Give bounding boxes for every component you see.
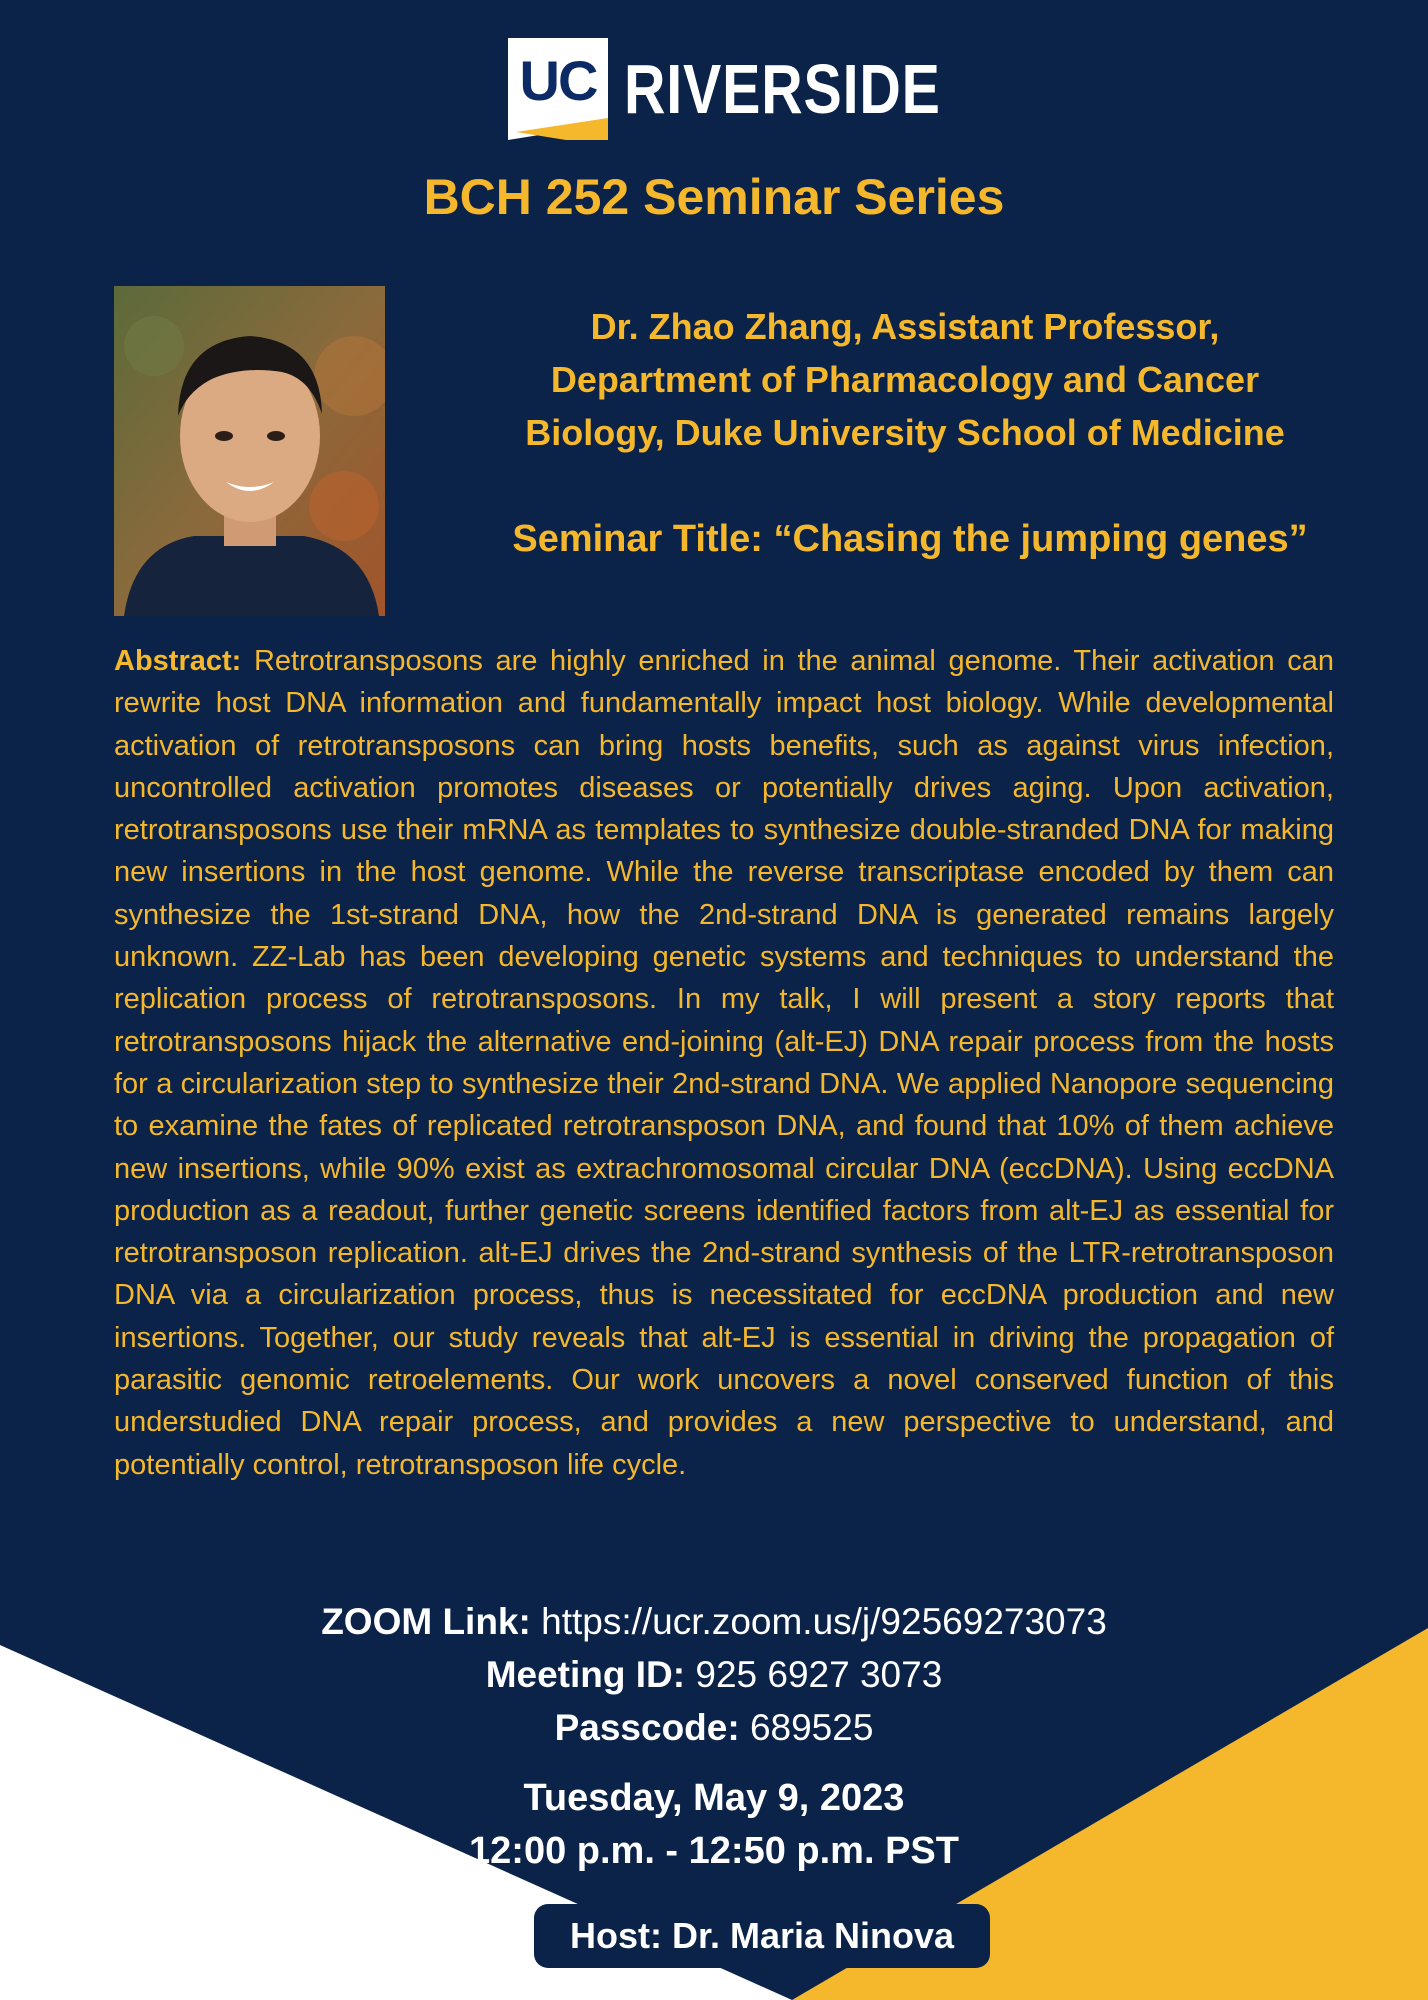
zoom-link-row [0, 1595, 1428, 1648]
abstract [114, 640, 1334, 1486]
speaker-info [460, 300, 1350, 459]
zoom-details [0, 1595, 1428, 1754]
passcode-value: 689525 [749, 1707, 874, 1748]
meeting-id-row [0, 1648, 1428, 1701]
host-badge: Host: Dr. Maria Ninova [534, 1904, 990, 1968]
passcode-row [0, 1701, 1428, 1754]
speaker-line: Biology, Duke University School of Medicine [525, 412, 1285, 453]
zoom-link-label: ZOOM Link: [321, 1601, 531, 1642]
speaker-photo [114, 286, 385, 616]
event-time: 12:00 p.m. - 12:50 p.m. PST [469, 1830, 959, 1872]
uc-logo-mark [508, 38, 608, 140]
seminar-title: Seminar Title: “Chasing the jumping genes” [512, 518, 1308, 560]
meeting-id-label: Meeting ID: [485, 1654, 686, 1695]
abstract-text: Retrotransposons are highly enriched in the animal genome. Their activation can rewrite host DNA information and fundamentally impact host biology. While developmental activation of retrotransposons can bring hosts benefits, such as against virus infection, uncontrolled activation promotes diseases or potentially drives aging. Upon activation, retrotransposons use their mRNA as templates to synthesize double-stranded DNA for making new insertions in the host genome. While the reverse transcriptase encoded by them can synthesize the 1st-strand DNA, how the 2nd-strand DNA is generated remains largely unknown. ZZ-Lab has been developing genetic systems and techniques to understand the replication process of retrotransposons. In my talk, I will present a story reports that retrotransposons hijack the alternative end-joining (alt-EJ) DNA repair process from the hosts for a circularization step to synthesize their 2nd-strand DNA. We applied Nanopore sequencing to examine the fates of replicated retrotransposon DNA, and found that 10% of them achieve new insertions, while 90% exist as extrachromosomal circular DNA (eccDNA). Using eccDNA production as a readout, further genetic screens identified factors from alt-EJ as essential for retrotransposon replication. alt-EJ drives the 2nd-strand synthesis of the LTR-retrotransposon DNA via a circularization process, thus is necessitated for eccDNA production and new insertions. Together, our study reveals that alt-EJ is essential in driving the propagation of parasitic genomic retroelements. Our work uncovers a novel conserved function of this understudied DNA repair process, and provides a new perspective to understand, and potentially control, retrotransposon life cycle. [114, 645, 1334, 1481]
event-date: Tuesday, May 9, 2023 [523, 1777, 905, 1819]
abstract-label: Abstract: [114, 645, 242, 677]
meeting-id-value: 925 6927 3073 [695, 1654, 943, 1695]
logo-uc-text: UC [519, 49, 597, 112]
speaker-portrait-icon [114, 286, 385, 616]
logo-riverside-text: RIVERSIDE [624, 50, 941, 128]
speaker-line: Department of Pharmacology and Cancer [550, 359, 1260, 400]
ucr-logo [508, 38, 1010, 140]
seminar-series-title: BCH 252 Seminar Series [423, 169, 1005, 225]
zoom-link[interactable]: https://ucr.zoom.us/j/92569273073 [541, 1601, 1107, 1642]
event-datetime [0, 1772, 1428, 1878]
passcode-label: Passcode: [554, 1707, 740, 1748]
speaker-line: Dr. Zhao Zhang, Assistant Professor, [590, 306, 1220, 347]
